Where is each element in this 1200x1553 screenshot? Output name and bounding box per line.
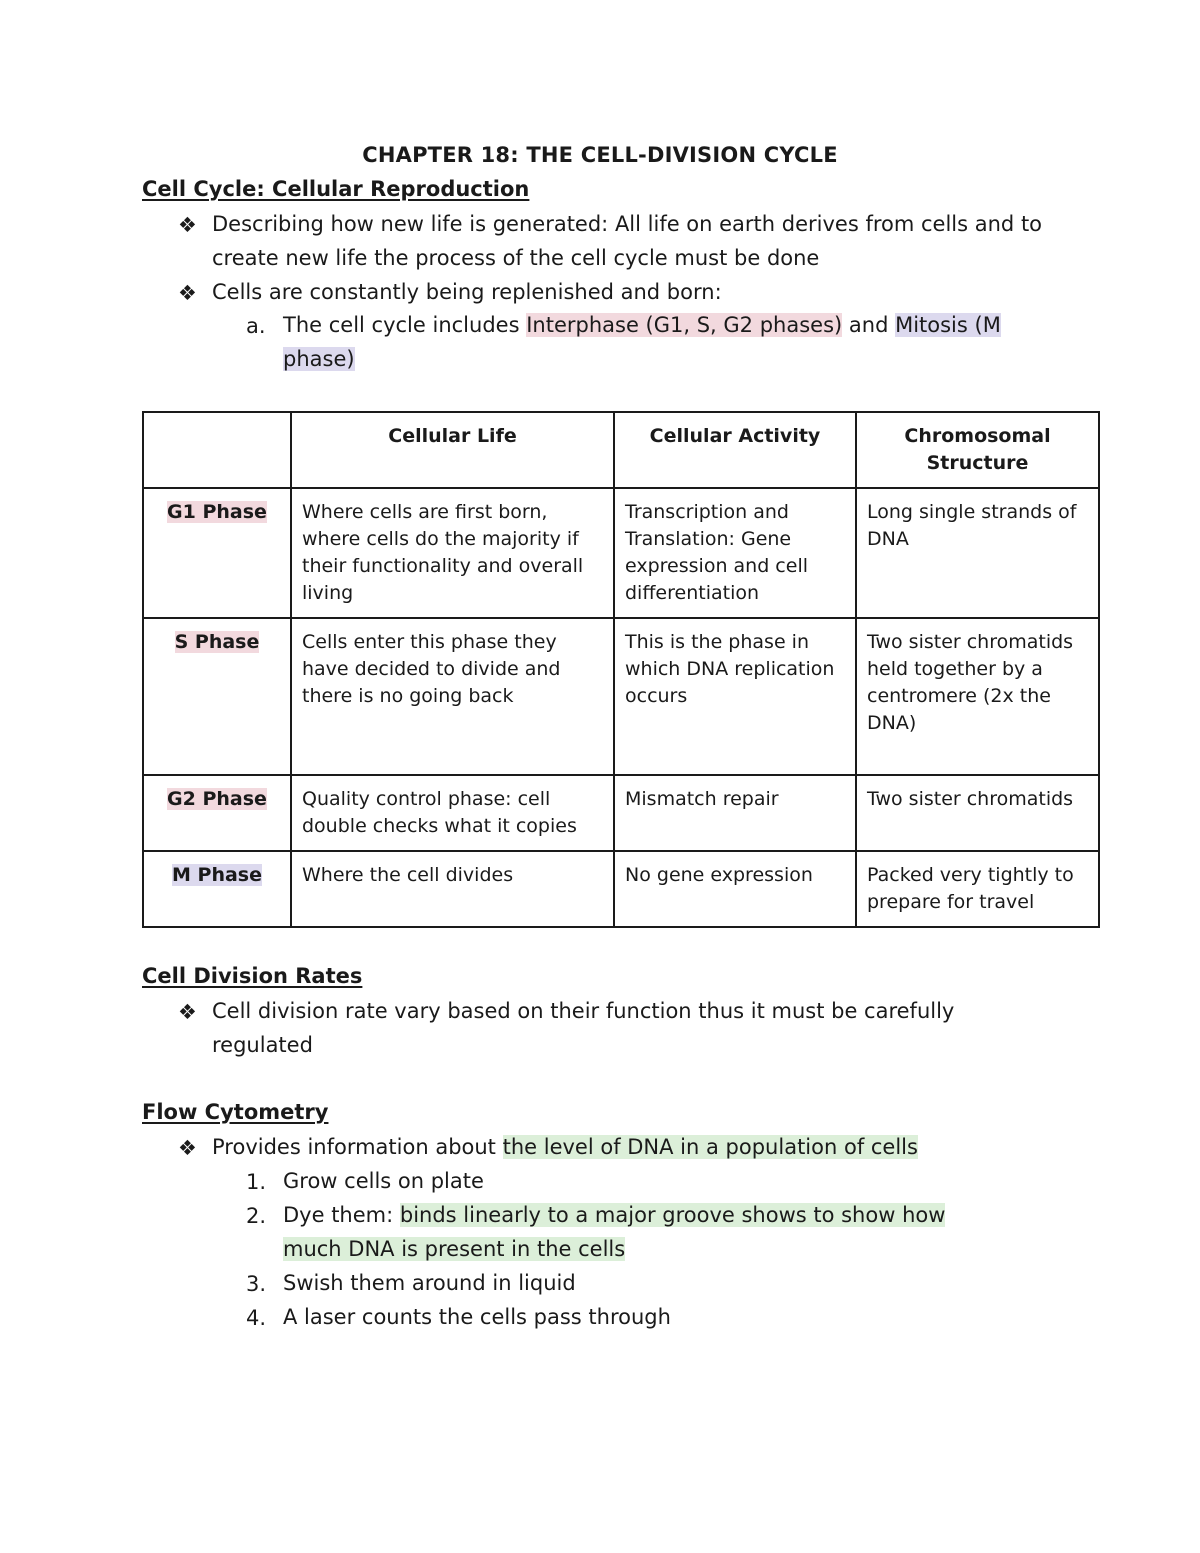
mitosis-highlight-line1: Mitosis (M <box>895 313 1001 337</box>
table-row <box>143 775 1099 851</box>
phase-cell <box>143 618 291 775</box>
table-cell: This is the phase in which DNA replication occurs <box>614 618 856 775</box>
cell-cycle-phase-table <box>142 411 1100 928</box>
step-text: A laser counts the cells pass through <box>283 1305 671 1329</box>
mitosis-highlight-line2: phase) <box>283 347 355 371</box>
step-text <box>283 1198 1063 1266</box>
bullet-icon: ❖ <box>178 213 197 237</box>
table-cell: No gene expression <box>614 851 856 927</box>
step-number: 1. <box>246 1170 267 1194</box>
phase-label-g1: G1 Phase <box>167 501 267 523</box>
phase-cell <box>143 775 291 851</box>
table-cell: Cells enter this phase they have decided to divide and there is no going back <box>291 618 614 775</box>
table-cell: Two sister chromatids held together by a centromere (2x the DNA) <box>856 618 1099 775</box>
step-text: Grow cells on plate <box>283 1169 484 1193</box>
table-cell: Quality control phase: cell double checks what it copies <box>291 775 614 851</box>
phase-cell <box>143 851 291 927</box>
dye-highlight-line2: much DNA is present in the cells <box>283 1237 626 1261</box>
bullet-icon: ❖ <box>178 1000 197 1024</box>
sub-text-and: and <box>842 313 896 337</box>
phase-label-s: S Phase <box>174 631 260 653</box>
cell-cycle-includes-text <box>283 308 1063 376</box>
sub-text-pre: The cell cycle includes <box>283 313 527 337</box>
bullet-text-flow-info <box>212 1130 1052 1164</box>
phase-label-g2: G2 Phase <box>167 788 267 810</box>
chapter-title: CHAPTER 18: THE CELL-DIVISION CYCLE <box>362 143 838 167</box>
bullet-text-life-generated: Describing how new life is generated: All life on earth derives from cells and to create new life the process of the cell cycle must be done <box>212 212 1043 270</box>
section-heading-flow-cytometry: Flow Cytometry <box>142 1100 329 1124</box>
step-text: Swish them around in liquid <box>283 1271 576 1295</box>
step-text-pre: Dye them: <box>283 1203 400 1227</box>
table-cell: Where cells are first born, where cells do the majority if their functionality and overall living <box>291 488 614 618</box>
bullet-text-cells-replenished: Cells are constantly being replenished and born: <box>212 280 722 304</box>
table-header-cell: Cellular Activity <box>614 412 856 488</box>
flow-text-pre: Provides information about <box>212 1135 503 1159</box>
table-header-cell: Chromosomal Structure <box>856 412 1099 488</box>
list-marker-a: a. <box>246 314 266 338</box>
table-cell: Packed very tightly to prepare for travel <box>856 851 1099 927</box>
table-header-row <box>143 412 1099 488</box>
table-row <box>143 851 1099 927</box>
table-cell: Long single strands of DNA <box>856 488 1099 618</box>
table-row <box>143 488 1099 618</box>
bullet-icon: ❖ <box>178 1136 197 1160</box>
phase-cell <box>143 488 291 618</box>
dye-highlight-line1: binds linearly to a major groove shows to show how <box>399 1203 946 1227</box>
table-header-cell: Cellular Life <box>291 412 614 488</box>
section-heading-division-rates: Cell Division Rates <box>142 964 363 988</box>
bullet-text-division-rate: Cell division rate vary based on their function thus it must be carefully regulated <box>212 999 955 1057</box>
table-row <box>143 618 1099 775</box>
table-cell: Where the cell divides <box>291 851 614 927</box>
table-header-cell <box>143 412 291 488</box>
table-cell: Two sister chromatids <box>856 775 1099 851</box>
interphase-highlight: Interphase (G1, S, G2 phases) <box>526 313 843 337</box>
dna-level-highlight: the level of DNA in a population of cells <box>502 1135 918 1159</box>
step-number: 3. <box>246 1272 267 1296</box>
step-number: 4. <box>246 1306 267 1330</box>
bullet-icon: ❖ <box>178 281 197 305</box>
section-heading-cell-cycle: Cell Cycle: Cellular Reproduction <box>142 177 530 201</box>
table-cell: Transcription and Translation: Gene expression and cell differentiation <box>614 488 856 618</box>
table-cell: Mismatch repair <box>614 775 856 851</box>
step-number: 2. <box>246 1204 267 1228</box>
phase-label-m: M Phase <box>172 864 262 886</box>
